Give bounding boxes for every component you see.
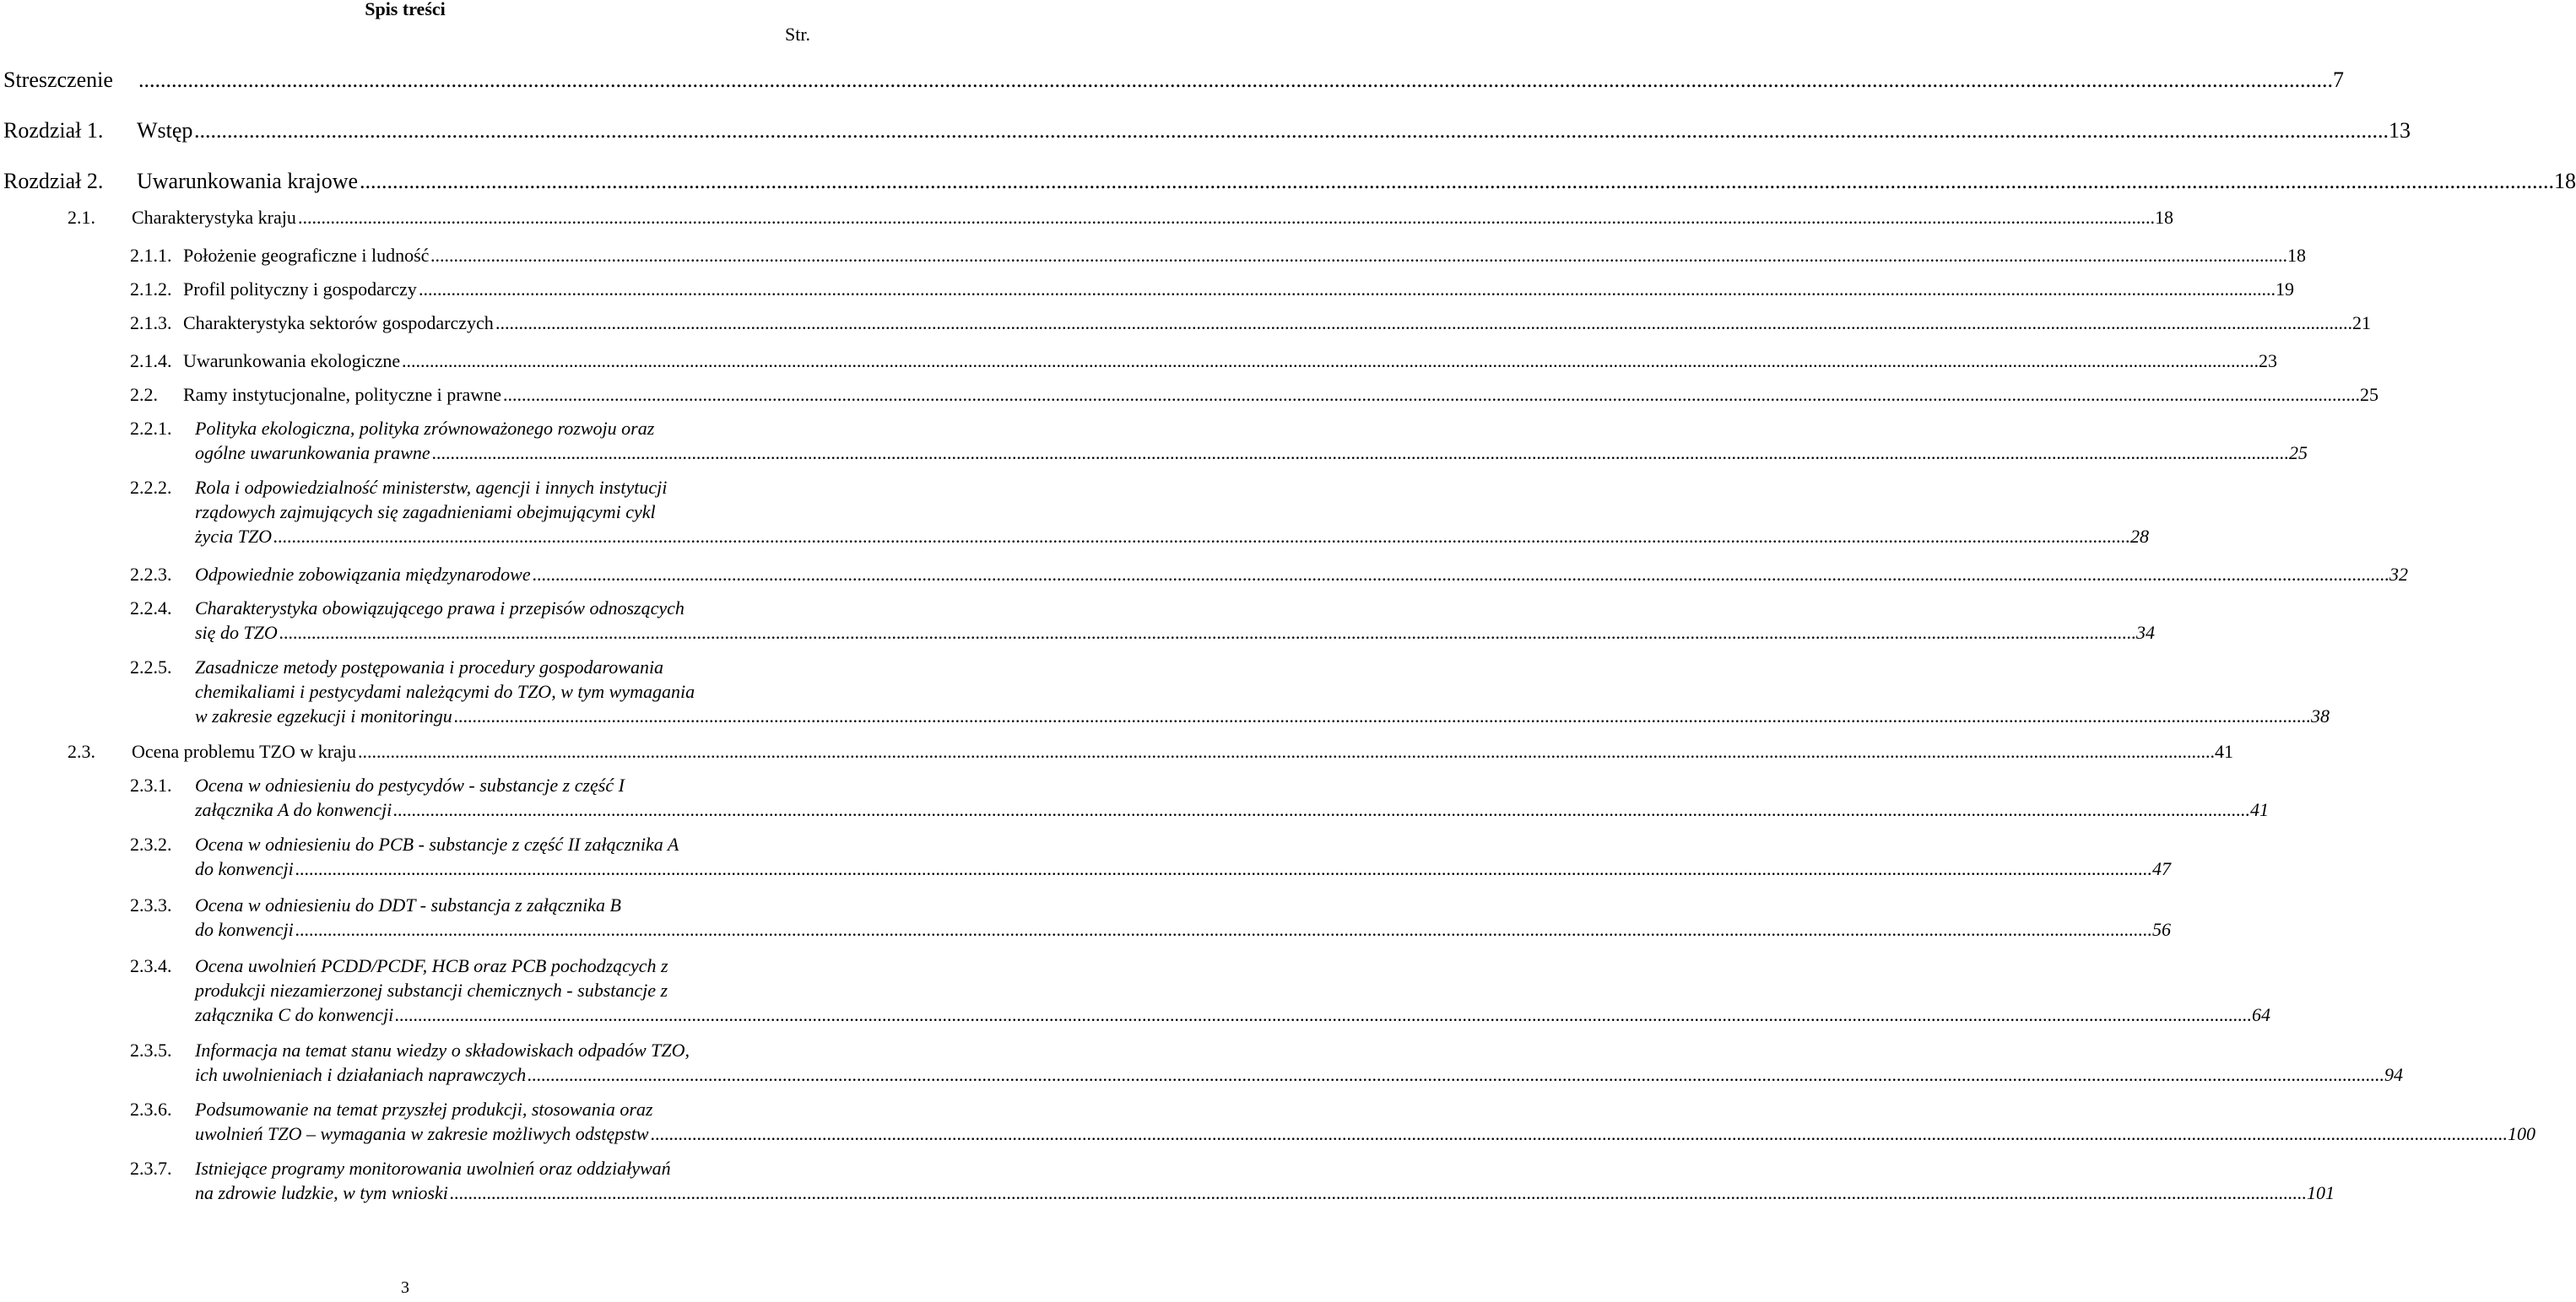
toc-entry-title: załącznika C do konwencji — [195, 1004, 394, 1025]
toc-leader-dots: ................................................................................................................................................................................................................................................................................................................................................................................................................ — [138, 68, 2333, 92]
toc-leader-dots: ................................................................................................................................................................................................................................................................................................................................................................................................................ — [295, 858, 2152, 879]
toc-leader — [395, 1004, 2270, 1026]
toc-leader — [360, 169, 2576, 194]
toc-page-number: 7 — [2333, 68, 2344, 92]
toc-entry[interactable] — [0, 834, 2171, 883]
toc-entry[interactable] — [0, 278, 2294, 304]
toc-entry-title: Położenie geograficzne i ludność — [183, 245, 430, 266]
toc-entry-number: 2.3.1. — [130, 775, 172, 796]
toc-entry-title: Ramy instytucjonalne, polityczne i prawne — [183, 384, 501, 405]
toc-leader-dots: ................................................................................................................................................................................................................................................................................................................................................................................................................ — [495, 312, 2352, 333]
toc-page-number: 25 — [2360, 384, 2378, 405]
toc-page-number: 13 — [2389, 118, 2411, 143]
toc-leader — [430, 245, 2306, 267]
toc-entry[interactable] — [0, 894, 2171, 943]
toc-leader-dots: ................................................................................................................................................................................................................................................................................................................................................................................................................ — [194, 118, 2389, 143]
toc-entry-title: Uwarunkowania krajowe — [137, 169, 359, 193]
toc-leader-dots: ................................................................................................................................................................................................................................................................................................................................................................................................................ — [430, 245, 2287, 266]
toc-page-number: 18 — [2554, 169, 2576, 193]
toc-entry[interactable] — [0, 418, 2308, 467]
toc-leader-dots: ................................................................................................................................................................................................................................................................................................................................................................................................................ — [360, 169, 2554, 193]
toc-page-number: 18 — [2155, 207, 2173, 228]
toc-entry-number: 2.3.3. — [130, 894, 172, 916]
toc-entry-title: załącznika A do konwencji — [195, 799, 392, 820]
toc-page-number: 19 — [2276, 278, 2294, 300]
toc-entry[interactable] — [0, 350, 2277, 375]
toc-entry-number: 2.3.2. — [130, 834, 172, 855]
toc-page-number: 101 — [2307, 1182, 2335, 1203]
toc-leader-dots: ................................................................................................................................................................................................................................................................................................................................................................................................................ — [393, 799, 2250, 820]
toc-entry-title: chemikaliami i pestycydami należącymi do TZO, w tym wymagania — [195, 681, 695, 702]
toc-page-number: 21 — [2352, 312, 2371, 333]
toc-leader — [651, 1123, 2535, 1145]
toc-leader — [528, 1064, 2403, 1086]
toc-leader — [295, 919, 2171, 941]
toc-entry-number: 2.3.6. — [130, 1099, 172, 1120]
toc-entry-title: Ocena w odniesieniu do PCB - substancje z część II załącznika A — [195, 834, 679, 855]
toc-entry-title: Charakterystyka kraju — [132, 207, 296, 228]
toc-entry-number: Rozdział 1. — [3, 118, 104, 143]
toc-page-number: 100 — [2508, 1123, 2535, 1144]
toc-entry[interactable] — [0, 955, 2270, 1029]
toc-entry-number: 2.3.5. — [130, 1040, 172, 1061]
toc-entry-number: 2.2.4. — [130, 597, 172, 619]
toc-entry-number: Rozdział 2. — [3, 169, 104, 193]
toc-leader-dots: ................................................................................................................................................................................................................................................................................................................................................................................................................ — [358, 741, 2215, 762]
toc-leader-dots: ................................................................................................................................................................................................................................................................................................................................................................................................................ — [279, 622, 2136, 643]
toc-page-number: 25 — [2289, 442, 2308, 463]
toc-entry[interactable] — [0, 656, 2330, 730]
toc-entry-title: Uwarunkowania ekologiczne — [183, 350, 401, 371]
toc-entry[interactable] — [0, 169, 2576, 194]
toc-leader — [298, 207, 2173, 229]
toc-entry-title: Polityka ekologiczna, polityka zrównoważonego rozwoju oraz — [195, 418, 655, 439]
toc-entry-number: 2.2.3. — [130, 564, 172, 585]
toc-page-number: 56 — [2152, 919, 2171, 940]
toc-leader — [419, 278, 2294, 300]
toc-leader-dots: ................................................................................................................................................................................................................................................................................................................................................................................................................ — [402, 350, 2259, 371]
toc-entry-title: na zdrowie ludzkie, w tym wnioski — [195, 1182, 448, 1203]
toc-entry-title: Zasadnicze metody postępowania i procedury gospodarowania — [195, 656, 664, 678]
toc-entry-title: ich uwolnieniach i działaniach naprawczych — [195, 1064, 527, 1085]
toc-leader-dots: ................................................................................................................................................................................................................................................................................................................................................................................................................ — [503, 384, 2360, 405]
toc-entry-title: w zakresie egzekucji i monitoringu — [195, 705, 452, 727]
toc-entry-title: uwolnień TZO – wymagania w zakresie możliwych odstępstw — [195, 1123, 649, 1144]
toc-entry-number: 2.2.1. — [130, 418, 172, 439]
toc-entry-number: 2.1. — [68, 207, 95, 228]
toc-entry[interactable] — [0, 118, 2411, 143]
toc-entry-title: się do TZO — [195, 622, 278, 643]
toc-entry-title: Ocena uwolnień PCDD/PCDF, HCB oraz PCB pochodzących z — [195, 955, 668, 976]
toc-entry-title: Ocena problemu TZO w kraju — [132, 741, 356, 762]
toc-entry-title: ogólne uwarunkowania prawne — [195, 442, 430, 463]
toc-entry-title: Podsumowanie na temat przyszłej produkcji, stosowania oraz — [195, 1099, 653, 1120]
page-column-label: Str. — [785, 24, 810, 45]
toc-entry-title: Wstęp — [137, 118, 193, 143]
toc-leader-dots: ................................................................................................................................................................................................................................................................................................................................................................................................................ — [454, 705, 2311, 727]
toc-entry[interactable] — [0, 775, 2269, 824]
toc-leader — [533, 564, 2408, 586]
toc-page-number: 41 — [2250, 799, 2269, 820]
toc-leader-dots: ................................................................................................................................................................................................................................................................................................................................................................................................................ — [432, 442, 2289, 463]
toc-entry-title: rządowych zajmujących się zagadnieniami obejmującymi cykl — [195, 501, 656, 522]
toc-entry-title: do konwencji — [195, 858, 294, 879]
toc-entry[interactable] — [0, 597, 2155, 646]
toc-entry-number: 2.2.2. — [130, 477, 172, 498]
toc-page-number: 94 — [2384, 1064, 2403, 1085]
toc-entry-title: Odpowiednie zobowiązania międzynarodowe — [195, 564, 531, 585]
toc-entry-title: życia TZO — [195, 526, 273, 547]
toc-entry-number: 2.1.4. — [130, 350, 172, 371]
toc-leader-dots: ................................................................................................................................................................................................................................................................................................................................................................................................................ — [273, 526, 2130, 547]
toc-entry-number: 2.2. — [130, 384, 158, 405]
toc-leader — [432, 442, 2308, 464]
toc-leader-dots: ................................................................................................................................................................................................................................................................................................................................................................................................................ — [298, 207, 2155, 228]
toc-entry[interactable] — [0, 245, 2306, 270]
toc-page-number: 18 — [2287, 245, 2306, 266]
toc-entry-number: Streszczenie — [3, 68, 113, 92]
toc-entry[interactable] — [0, 564, 2408, 588]
toc-entry-title: Profil polityczny i gospodarczy — [183, 278, 417, 300]
toc-entry[interactable] — [0, 384, 2378, 409]
toc-page-number: 64 — [2252, 1004, 2270, 1025]
toc-entry-title: Charakterystyka obowiązującego prawa i przepisów odnoszących — [195, 597, 685, 619]
toc-entry-number: 2.3.7. — [130, 1158, 172, 1179]
toc-entry-title: Rola i odpowiedzialność ministerstw, agencji i innych instytucji — [195, 477, 668, 498]
toc-leader-dots: ................................................................................................................................................................................................................................................................................................................................................................................................................ — [295, 919, 2152, 940]
toc-leader — [495, 312, 2371, 334]
toc-entry-title: Istniejące programy monitorowania uwolnień oraz oddziaływań — [195, 1158, 671, 1179]
toc-entry[interactable] — [0, 477, 2149, 550]
toc-leader-dots: ................................................................................................................................................................................................................................................................................................................................................................................................................ — [419, 278, 2276, 300]
toc-leader — [454, 705, 2330, 727]
toc-entry-number: 2.1.2. — [130, 278, 172, 300]
toc-leader-dots: ................................................................................................................................................................................................................................................................................................................................................................................................................ — [528, 1064, 2384, 1085]
toc-leader-dots: ................................................................................................................................................................................................................................................................................................................................................................................................................ — [651, 1123, 2508, 1144]
toc-leader — [194, 118, 2411, 143]
toc-leader — [273, 526, 2149, 548]
toc-page-number: 34 — [2136, 622, 2155, 643]
toc-leader — [295, 858, 2171, 880]
toc-entry[interactable] — [0, 1158, 2335, 1207]
toc-leader — [393, 799, 2269, 821]
toc-leader — [503, 384, 2378, 406]
toc-page-number: 47 — [2152, 858, 2171, 879]
toc-page-number: 23 — [2259, 350, 2277, 371]
toc-page-number: 41 — [2215, 741, 2233, 762]
toc-entry-number: 2.3. — [68, 741, 95, 762]
toc-entry[interactable] — [0, 312, 2371, 338]
toc-page-number: 32 — [2389, 564, 2408, 585]
toc-entry[interactable] — [0, 207, 2173, 232]
toc-entry-number: 2.1.3. — [130, 312, 172, 333]
toc-leader — [450, 1182, 2335, 1204]
toc-entry-title: produkcji niezamierzonej substancji chemicznych - substancje z — [195, 980, 668, 1001]
toc-page-number: 38 — [2311, 705, 2330, 727]
page-number: 3 — [401, 1278, 409, 1297]
toc-leader-dots: ................................................................................................................................................................................................................................................................................................................................................................................................................ — [533, 564, 2389, 585]
toc-entry-title: Ocena w odniesieniu do DDT - substancja z załącznika B — [195, 894, 621, 916]
toc-leader-dots: ................................................................................................................................................................................................................................................................................................................................................................................................................ — [395, 1004, 2252, 1025]
toc-entry[interactable] — [0, 1099, 2535, 1148]
toc-entry-title: Charakterystyka sektorów gospodarczych — [183, 312, 494, 333]
toc-leader — [138, 68, 2344, 93]
toc-entry-number: 2.1.1. — [130, 245, 172, 266]
toc-entry-number: 2.2.5. — [130, 656, 172, 678]
toc-leader — [279, 622, 2155, 644]
toc-leader — [358, 741, 2233, 763]
toc-entry[interactable] — [0, 68, 2344, 93]
toc-entry[interactable] — [0, 741, 2233, 766]
toc-entry[interactable] — [0, 1040, 2403, 1089]
toc-leader — [402, 350, 2277, 372]
toc-entry-title: do konwencji — [195, 919, 294, 940]
toc-page-number: 28 — [2130, 526, 2149, 547]
toc-entry-title: Ocena w odniesieniu do pestycydów - substancje z część I — [195, 775, 625, 796]
toc-entry-number: 2.3.4. — [130, 955, 172, 976]
page-title: Spis treści — [365, 0, 446, 19]
toc-leader-dots: ................................................................................................................................................................................................................................................................................................................................................................................................................ — [450, 1182, 2307, 1203]
toc-entry-title: Informacja na temat stanu wiedzy o składowiskach odpadów TZO, — [195, 1040, 690, 1061]
